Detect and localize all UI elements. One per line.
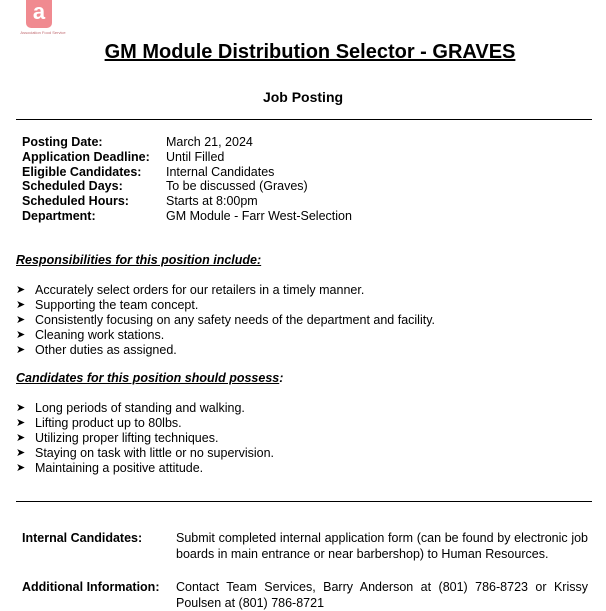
list-item bbox=[16, 313, 435, 328]
list-item-text: Long periods of standing and walking. bbox=[35, 401, 245, 415]
list-item bbox=[16, 446, 274, 461]
list-item-text: Consistently focusing on any safety needs of the department and facility. bbox=[35, 313, 435, 327]
list-item bbox=[16, 416, 274, 431]
detail-label: Scheduled Hours: bbox=[22, 194, 129, 209]
list-item bbox=[16, 431, 274, 446]
detail-label: Application Deadline: bbox=[22, 149, 150, 164]
detail-row-scheduled-hours bbox=[22, 194, 352, 209]
list-item bbox=[16, 298, 435, 313]
list-item-text: Accurately select orders for our retailers in a timely manner. bbox=[35, 283, 365, 297]
responsibilities-heading-text: Responsibilities for this position include: bbox=[16, 253, 262, 267]
list-item-text: Lifting product up to 80lbs. bbox=[35, 416, 182, 430]
qualifications-heading-suffix: : bbox=[279, 371, 284, 385]
list-item-text: Staying on task with little or no supervision. bbox=[35, 446, 275, 460]
detail-label: Department: bbox=[22, 208, 96, 223]
responsibilities-heading bbox=[16, 253, 261, 267]
list-item-text: Other duties as assigned. bbox=[35, 343, 177, 357]
list-item bbox=[16, 328, 435, 343]
logo-badge bbox=[26, 0, 52, 28]
list-item-text: Supporting the team concept. bbox=[35, 298, 199, 312]
detail-value: Starts at 8:00pm bbox=[166, 194, 258, 209]
list-item-text: Maintaining a positive attitude. bbox=[35, 461, 204, 475]
arrow-bullet-icon: ➤ bbox=[16, 284, 26, 296]
document-title: GM Module Distribution Selector - GRAVES bbox=[104, 41, 516, 63]
arrow-bullet-icon: ➤ bbox=[16, 344, 26, 356]
arrow-bullet-icon: ➤ bbox=[16, 447, 26, 459]
list-item-text: Utilizing proper lifting techniques. bbox=[35, 431, 219, 445]
list-item bbox=[16, 461, 274, 476]
detail-row-posting-date bbox=[22, 135, 352, 150]
logo-letter: a bbox=[32, 0, 46, 24]
arrow-bullet-icon: ➤ bbox=[16, 417, 26, 429]
company-logo bbox=[16, 0, 70, 38]
job-details bbox=[22, 135, 352, 224]
detail-value: Internal Candidates bbox=[166, 164, 275, 179]
document-subtitle: Job Posting bbox=[262, 89, 344, 105]
detail-label: Posting Date: bbox=[22, 135, 103, 149]
list-item bbox=[16, 283, 435, 298]
qualifications-list bbox=[16, 401, 274, 476]
detail-label: Scheduled Days: bbox=[22, 179, 123, 194]
arrow-bullet-icon: ➤ bbox=[16, 432, 26, 444]
detail-label: Eligible Candidates: bbox=[22, 164, 142, 179]
additional-information-section bbox=[22, 579, 588, 611]
logo-caption: Association Food Service bbox=[20, 30, 66, 35]
qualifications-heading-text: Candidates for this position should possess bbox=[16, 371, 280, 385]
detail-value: March 21, 2024 bbox=[166, 135, 253, 149]
arrow-bullet-icon: ➤ bbox=[16, 299, 26, 311]
arrow-bullet-icon: ➤ bbox=[16, 462, 26, 474]
list-item-text: Cleaning work stations. bbox=[35, 328, 165, 342]
internal-candidates-section bbox=[22, 530, 588, 562]
list-item bbox=[16, 401, 274, 416]
qualifications-heading bbox=[16, 371, 283, 385]
arrow-bullet-icon: ➤ bbox=[16, 402, 26, 414]
detail-value: Until Filled bbox=[166, 149, 225, 164]
additional-information-label: Additional Information: bbox=[22, 580, 160, 594]
top-divider bbox=[16, 119, 592, 120]
internal-candidates-label: Internal Candidates: bbox=[22, 531, 143, 545]
list-item bbox=[16, 343, 435, 358]
bottom-divider bbox=[16, 501, 592, 502]
arrow-bullet-icon: ➤ bbox=[16, 314, 26, 326]
arrow-bullet-icon: ➤ bbox=[16, 329, 26, 341]
detail-value: GM Module - Farr West-Selection bbox=[166, 208, 352, 223]
detail-row-scheduled-days bbox=[22, 179, 352, 194]
detail-row-eligible-candidates bbox=[22, 165, 352, 180]
detail-row-application-deadline bbox=[22, 150, 352, 165]
internal-candidates-text: Submit completed internal application form (can be found by electronic job boards in main entrance or near barbershop) to Human Resources. bbox=[176, 531, 588, 561]
detail-value: To be discussed (Graves) bbox=[166, 179, 308, 194]
responsibilities-list bbox=[16, 283, 435, 358]
additional-information-text: Contact Team Services, Barry Anderson at (801) 786-8723 or Krissy Poulsen at (801) 786-8721 bbox=[176, 580, 588, 610]
detail-row-department bbox=[22, 209, 352, 224]
